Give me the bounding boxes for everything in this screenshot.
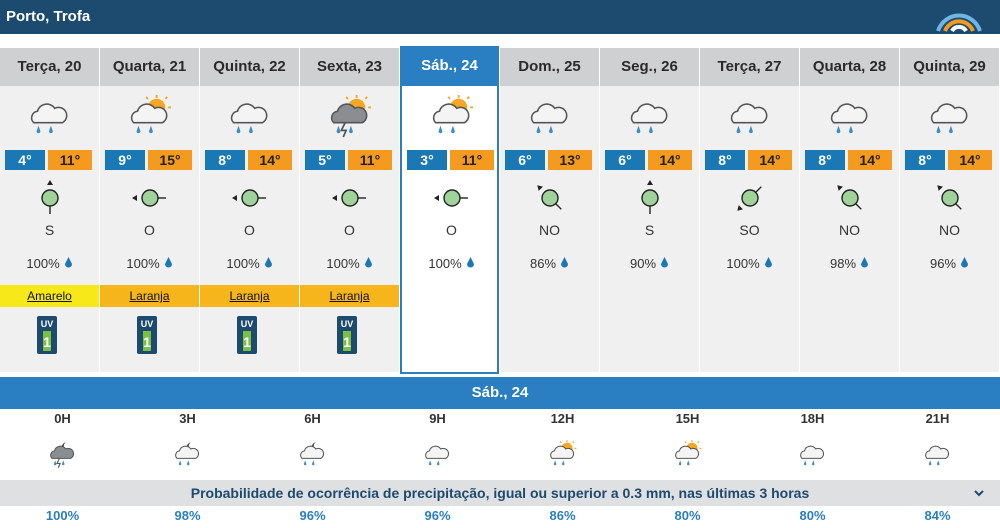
hour-precip-prob: 84%: [924, 508, 951, 523]
rain-cloud-icon: [922, 439, 952, 469]
uv-index-icon: [137, 316, 157, 354]
temp-min: 8°: [205, 150, 245, 170]
uv-index-icon: [37, 316, 57, 354]
hourly-title: Sáb., 24: [0, 377, 1000, 409]
hour-label: 3H: [179, 411, 196, 426]
hour-label: 0H: [54, 411, 71, 426]
temp-max: 14°: [848, 150, 892, 170]
temp-min: 6°: [505, 150, 545, 170]
drop-icon: [264, 257, 273, 269]
temp-min: 8°: [705, 150, 745, 170]
temp-max: 15°: [148, 150, 192, 170]
hour-precip-prob: 100%: [45, 508, 80, 523]
temp-max: 11°: [48, 150, 92, 170]
rain-cloud-icon: [25, 94, 73, 138]
hour-label: 9H: [429, 411, 446, 426]
wind-arrow-icon: [530, 180, 570, 216]
hour-precip-prob: 96%: [299, 508, 326, 523]
day-label: Dom., 25: [500, 48, 599, 86]
hour-precip-prob: 86%: [549, 508, 576, 523]
precip-prob-title: Probabilidade de ocorrência de precipitação, igual ou superior a 0.3 mm, nas últimas 3 horas: [190, 485, 810, 501]
wind-arrow-icon: [432, 180, 472, 216]
uv-index-icon: [237, 316, 257, 354]
precip-prob: [300, 256, 399, 271]
temp-min: 8°: [805, 150, 845, 170]
hour-precip-prob: 80%: [799, 508, 826, 523]
drop-icon: [164, 257, 173, 269]
wind-direction: O: [344, 222, 355, 238]
day-label: Quinta, 22: [200, 48, 299, 86]
temp-min: 5°: [305, 150, 345, 170]
drop-icon: [960, 257, 969, 269]
uv-value: 1: [43, 334, 51, 350]
wind-direction: O: [244, 222, 255, 238]
wind-direction: S: [44, 222, 55, 238]
precip-prob: [402, 256, 501, 271]
wind-arrow-icon: [630, 180, 670, 216]
day-label: Quarta, 21: [100, 48, 199, 86]
chevron-down-icon: [972, 480, 986, 506]
drop-icon: [660, 257, 669, 269]
wind-arrow-icon: [230, 180, 270, 216]
rain-cloud-icon: [725, 94, 773, 138]
rain-cloud-icon: [625, 94, 673, 138]
precip-prob-value: 90%: [629, 256, 657, 271]
wind-arrow-icon: [330, 180, 370, 216]
precip-prob-value: 100%: [726, 256, 760, 271]
sun-cloud-rain-icon: [427, 94, 475, 138]
wind-direction: NO: [839, 222, 860, 238]
wind-direction: S: [644, 222, 655, 238]
drop-icon: [764, 257, 773, 269]
svg-text:UV: UV: [40, 319, 54, 329]
precip-prob: [900, 256, 999, 271]
precip-prob-value: 100%: [428, 256, 462, 271]
rain-cloud-icon: [925, 94, 973, 138]
precip-prob-value: 100%: [326, 256, 360, 271]
hour-label: 15H: [675, 411, 700, 426]
warning-link[interactable]: Laranja: [300, 285, 399, 307]
svg-text:UV: UV: [140, 319, 154, 329]
temp-max: 14°: [948, 150, 992, 170]
drop-icon: [560, 257, 569, 269]
precip-prob-value: 100%: [26, 256, 60, 271]
day-card[interactable]: [800, 48, 899, 372]
temp-min: 3°: [407, 150, 447, 170]
precip-prob-value: 100%: [126, 256, 160, 271]
day-label: Quarta, 28: [800, 48, 899, 86]
moon-cloud-rain-icon: [297, 439, 327, 469]
temp-max: 11°: [348, 150, 392, 170]
precip-prob-value: 98%: [829, 256, 857, 271]
rain-cloud-icon: [422, 439, 452, 469]
temp-max: 14°: [248, 150, 292, 170]
wind-arrow-icon: [730, 180, 770, 216]
precip-prob: [700, 256, 799, 271]
temp-max: 14°: [748, 150, 792, 170]
precip-prob-value: 96%: [929, 256, 957, 271]
hour-label: 21H: [925, 411, 950, 426]
temp-min: 4°: [5, 150, 45, 170]
sun-cloud-rain-icon: [125, 94, 173, 138]
precip-prob-value: 86%: [529, 256, 557, 271]
drop-icon: [466, 257, 475, 269]
daily-forecast: [0, 48, 1000, 372]
temp-max: 14°: [648, 150, 692, 170]
temp-min: 9°: [105, 150, 145, 170]
wind-direction: NO: [939, 222, 960, 238]
uv-value: 1: [143, 334, 151, 350]
day-card[interactable]: [900, 48, 999, 372]
wind-arrow-icon: [130, 180, 170, 216]
rain-cloud-icon: [797, 439, 827, 469]
hourly-icons: [0, 429, 1000, 479]
moon-storm-cloud-icon: [47, 439, 77, 469]
wind-direction: O: [446, 222, 457, 238]
day-card[interactable]: [100, 48, 199, 372]
location-header: [0, 0, 1000, 34]
moon-cloud-rain-icon: [172, 439, 202, 469]
day-card[interactable]: [500, 48, 599, 372]
rain-cloud-icon: [525, 94, 573, 138]
day-card[interactable]: [0, 48, 99, 372]
hour-label: 18H: [800, 411, 825, 426]
hour-label: 12H: [550, 411, 575, 426]
day-label: Sáb., 24: [402, 48, 497, 86]
sun-cloud-rain-icon: [672, 439, 702, 469]
day-label: Quinta, 29: [900, 48, 999, 86]
wind-arrow-icon: [830, 180, 870, 216]
precip-prob-value: 100%: [226, 256, 260, 271]
drop-icon: [64, 257, 73, 269]
drop-icon: [364, 257, 373, 269]
svg-text:UV: UV: [240, 319, 254, 329]
wind-direction: NO: [539, 222, 560, 238]
precip-prob: [200, 256, 299, 271]
uv-value: 1: [343, 334, 351, 350]
ipma-logo-icon: [932, 3, 986, 33]
hour-precip-prob: 98%: [174, 508, 201, 523]
wind-arrow-icon: [930, 180, 970, 216]
day-label: Terça, 27: [700, 48, 799, 86]
sun-cloud-rain-icon: [547, 439, 577, 469]
location-title: Porto, Trofa: [6, 8, 91, 25]
day-card[interactable]: [400, 46, 499, 374]
uv-value: 1: [243, 334, 251, 350]
hourly-hours: [0, 409, 1000, 429]
temp-min: 6°: [605, 150, 645, 170]
rain-cloud-icon: [225, 94, 273, 138]
day-card[interactable]: [300, 48, 399, 372]
wind-direction: O: [144, 222, 155, 238]
sun-storm-cloud-icon: [325, 94, 373, 138]
temp-max: 13°: [548, 150, 592, 170]
precip-prob: [500, 256, 599, 271]
precip-prob: [100, 256, 199, 271]
day-label: Sexta, 23: [300, 48, 399, 86]
day-label: Seg., 26: [600, 48, 699, 86]
warning-link[interactable]: Amarelo: [0, 285, 99, 307]
precip-prob: [0, 256, 99, 271]
hour-precip-prob: 80%: [674, 508, 701, 523]
hour-label: 6H: [304, 411, 321, 426]
wind-direction: SO: [739, 222, 760, 238]
temp-min: 8°: [905, 150, 945, 170]
day-card[interactable]: [700, 48, 799, 372]
hourly-probs: [0, 506, 1000, 528]
warning-link[interactable]: Laranja: [200, 285, 299, 307]
day-card[interactable]: [600, 48, 699, 372]
precip-prob-toggle[interactable]: [0, 480, 1000, 506]
temp-max: 11°: [450, 150, 494, 170]
day-card[interactable]: [200, 48, 299, 372]
day-label: Terça, 20: [0, 48, 99, 86]
wind-arrow-icon: [30, 180, 70, 216]
warning-link[interactable]: Laranja: [100, 285, 199, 307]
hour-precip-prob: 96%: [424, 508, 451, 523]
svg-text:UV: UV: [340, 319, 354, 329]
uv-index-icon: [337, 316, 357, 354]
rain-cloud-icon: [825, 94, 873, 138]
drop-icon: [860, 257, 869, 269]
precip-prob: [800, 256, 899, 271]
precip-prob: [600, 256, 699, 271]
